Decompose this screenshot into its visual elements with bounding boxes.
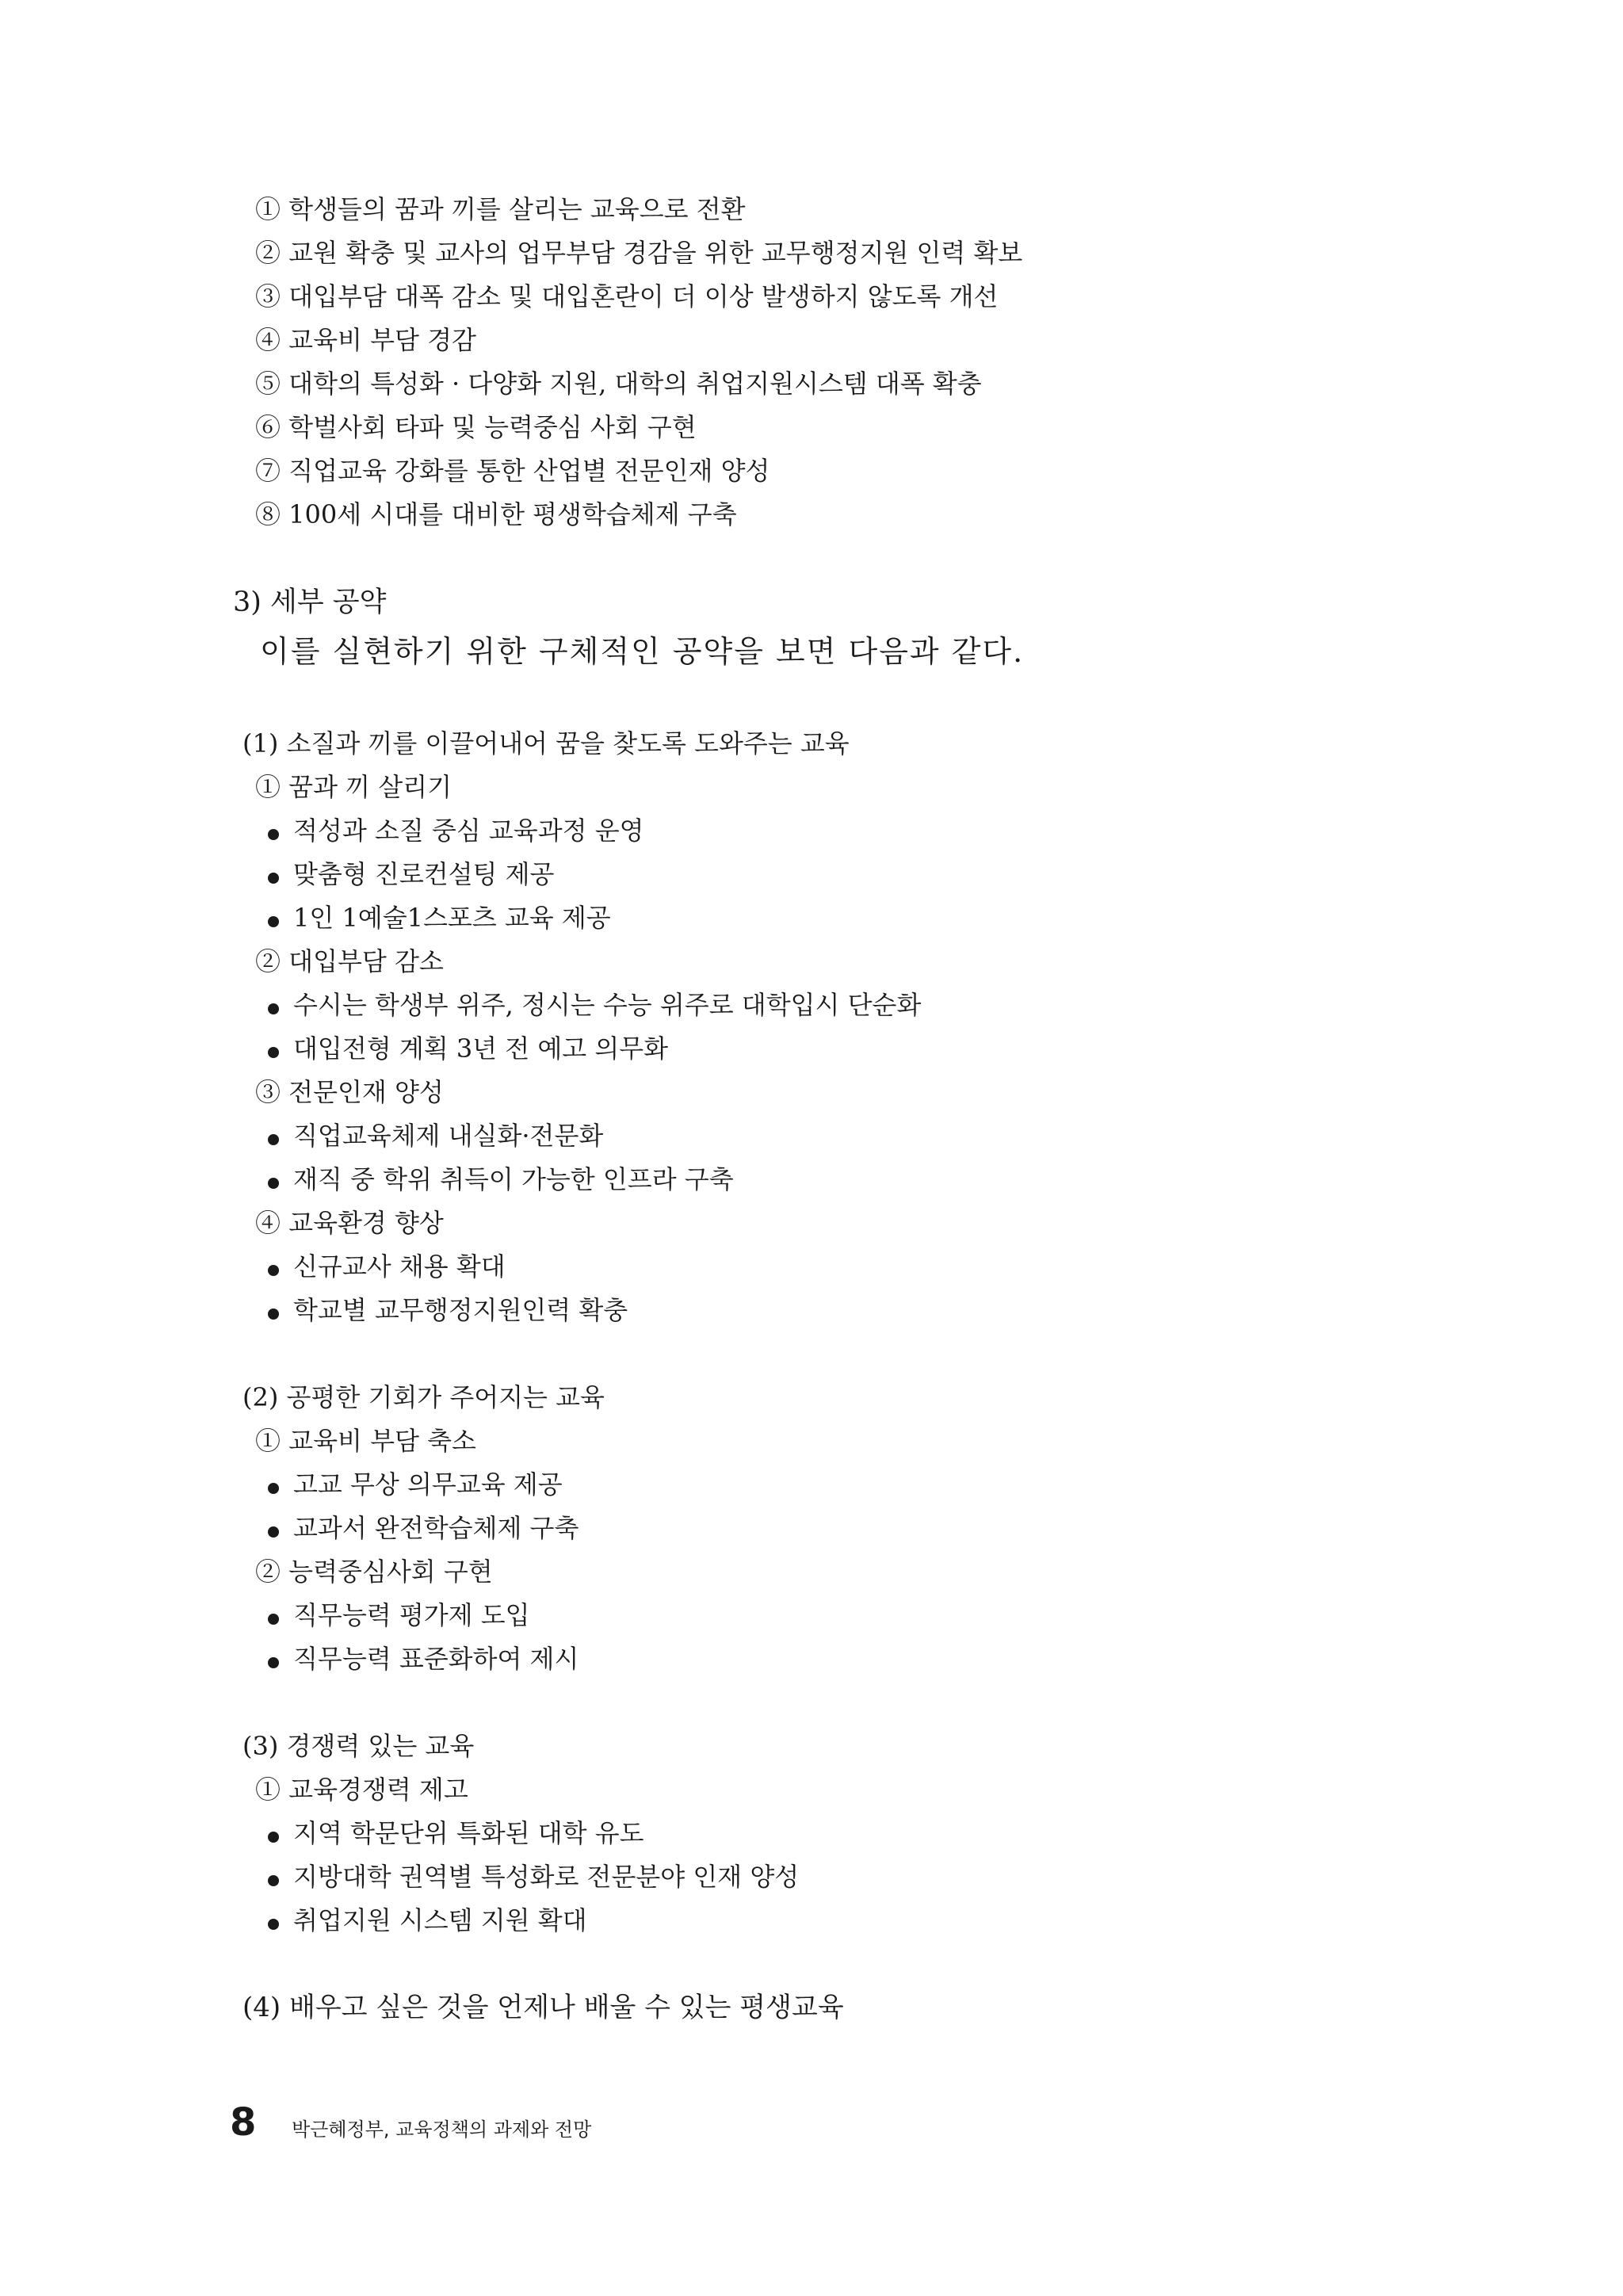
bullet-text: 학교별 교무행정지원인력 확충 (293, 1295, 628, 1325)
bullet-text: 교과서 완전학습체제 구축 (293, 1513, 579, 1543)
bullet-text: 고교 무상 의무교육 제공 (293, 1469, 563, 1499)
bullet-icon (268, 829, 279, 840)
bullet-icon (268, 1178, 279, 1189)
bullet-text: 대입전형 계획 3년 전 예고 의무화 (293, 1033, 669, 1064)
bullet-icon (268, 1047, 279, 1058)
bullet-icon (268, 1614, 279, 1625)
bullet-icon (268, 1483, 279, 1494)
bullet-icon (268, 1832, 279, 1843)
bullet-text: 지역 학문단위 특화된 대학 유도 (293, 1818, 644, 1848)
bullet-text: 1인 1예술1스포츠 교육 제공 (293, 903, 611, 933)
bullet-icon (268, 1919, 279, 1930)
subsection-title-2: (2) 공평한 기회가 주어지는 교육 (242, 1382, 605, 1412)
bullet-icon (268, 1265, 279, 1276)
item-2-2: ② 능력중심사회 구현 (255, 1557, 493, 1587)
subsection-title-3: (3) 경쟁력 있는 교육 (242, 1731, 475, 1761)
bullet-text: 지방대학 권역별 특성화로 전문분야 인재 양성 (293, 1862, 800, 1892)
bullet-icon (268, 1134, 279, 1145)
goal-item-6: ⑥ 학벌사회 타파 및 능력중심 사회 구현 (255, 412, 697, 442)
item-1-1: ① 꿈과 끼 살리기 (255, 772, 452, 802)
goal-item-1: ① 학생들의 꿈과 끼를 살리는 교육으로 전환 (255, 194, 746, 224)
bullet-text: 적성과 소질 중심 교육과정 운영 (293, 816, 644, 846)
goal-item-4: ④ 교육비 부담 경감 (255, 325, 476, 355)
bullet-icon (268, 1875, 279, 1886)
goal-item-2: ② 교원 확충 및 교사의 업무부담 경감을 위한 교무행정지원 인력 확보 (255, 238, 1023, 268)
goal-item-3: ③ 대입부담 대폭 감소 및 대입혼란이 더 이상 발생하지 않도록 개선 (255, 281, 999, 311)
bullet-text: 신규교사 채용 확대 (293, 1251, 506, 1282)
goal-item-5: ⑤ 대학의 특성화 · 다양화 지원, 대학의 취업지원시스템 대폭 확충 (255, 369, 982, 399)
bullet-icon (268, 873, 279, 884)
item-1-3: ③ 전문인재 양성 (255, 1077, 444, 1107)
subsection-title-4: (4) 배우고 싶은 것을 언제나 배울 수 있는 평생교육 (242, 1992, 844, 2023)
bullet-icon (268, 1003, 279, 1014)
bullet-icon (268, 916, 279, 927)
item-2-1: ① 교육비 부담 축소 (255, 1426, 476, 1456)
bullet-text: 수시는 학생부 위주, 정시는 수능 위주로 대학입시 단순화 (293, 990, 922, 1020)
bullet-icon (268, 1657, 279, 1668)
page-number: 8 (230, 2100, 257, 2145)
bullet-icon (268, 1526, 279, 1538)
bullet-text: 직무능력 표준화하여 제시 (293, 1644, 579, 1674)
section-heading: 3) 세부 공약 (233, 586, 387, 618)
subsection-title-1: (1) 소질과 끼를 이끌어내어 꿈을 찾도록 도와주는 교육 (242, 728, 850, 758)
bullet-text: 맞춤형 진로컨설팅 제공 (293, 859, 555, 889)
goal-item-7: ⑦ 직업교육 강화를 통한 산업별 전문인재 양성 (255, 456, 770, 486)
item-1-4: ④ 교육환경 향상 (255, 1208, 444, 1238)
running-footer-title: 박근혜정부, 교육정책의 과제와 전망 (292, 2118, 592, 2141)
section-intro: 이를 실현하기 위한 구체적인 공약을 보면 다음과 같다. (260, 634, 1025, 669)
item-1-2: ② 대입부담 감소 (255, 946, 444, 976)
bullet-icon (268, 1308, 279, 1320)
bullet-text: 취업지원 시스템 지원 확대 (293, 1905, 587, 1935)
bullet-text: 직업교육체제 내실화·전문화 (293, 1121, 604, 1151)
item-3-1: ① 교육경쟁력 제고 (255, 1775, 468, 1805)
bullet-text: 직무능력 평가제 도입 (293, 1600, 530, 1630)
goal-item-8: ⑧ 100세 시대를 대비한 평생학습체제 구축 (255, 499, 737, 529)
bullet-text: 재직 중 학위 취득이 가능한 인프라 구축 (293, 1164, 734, 1194)
